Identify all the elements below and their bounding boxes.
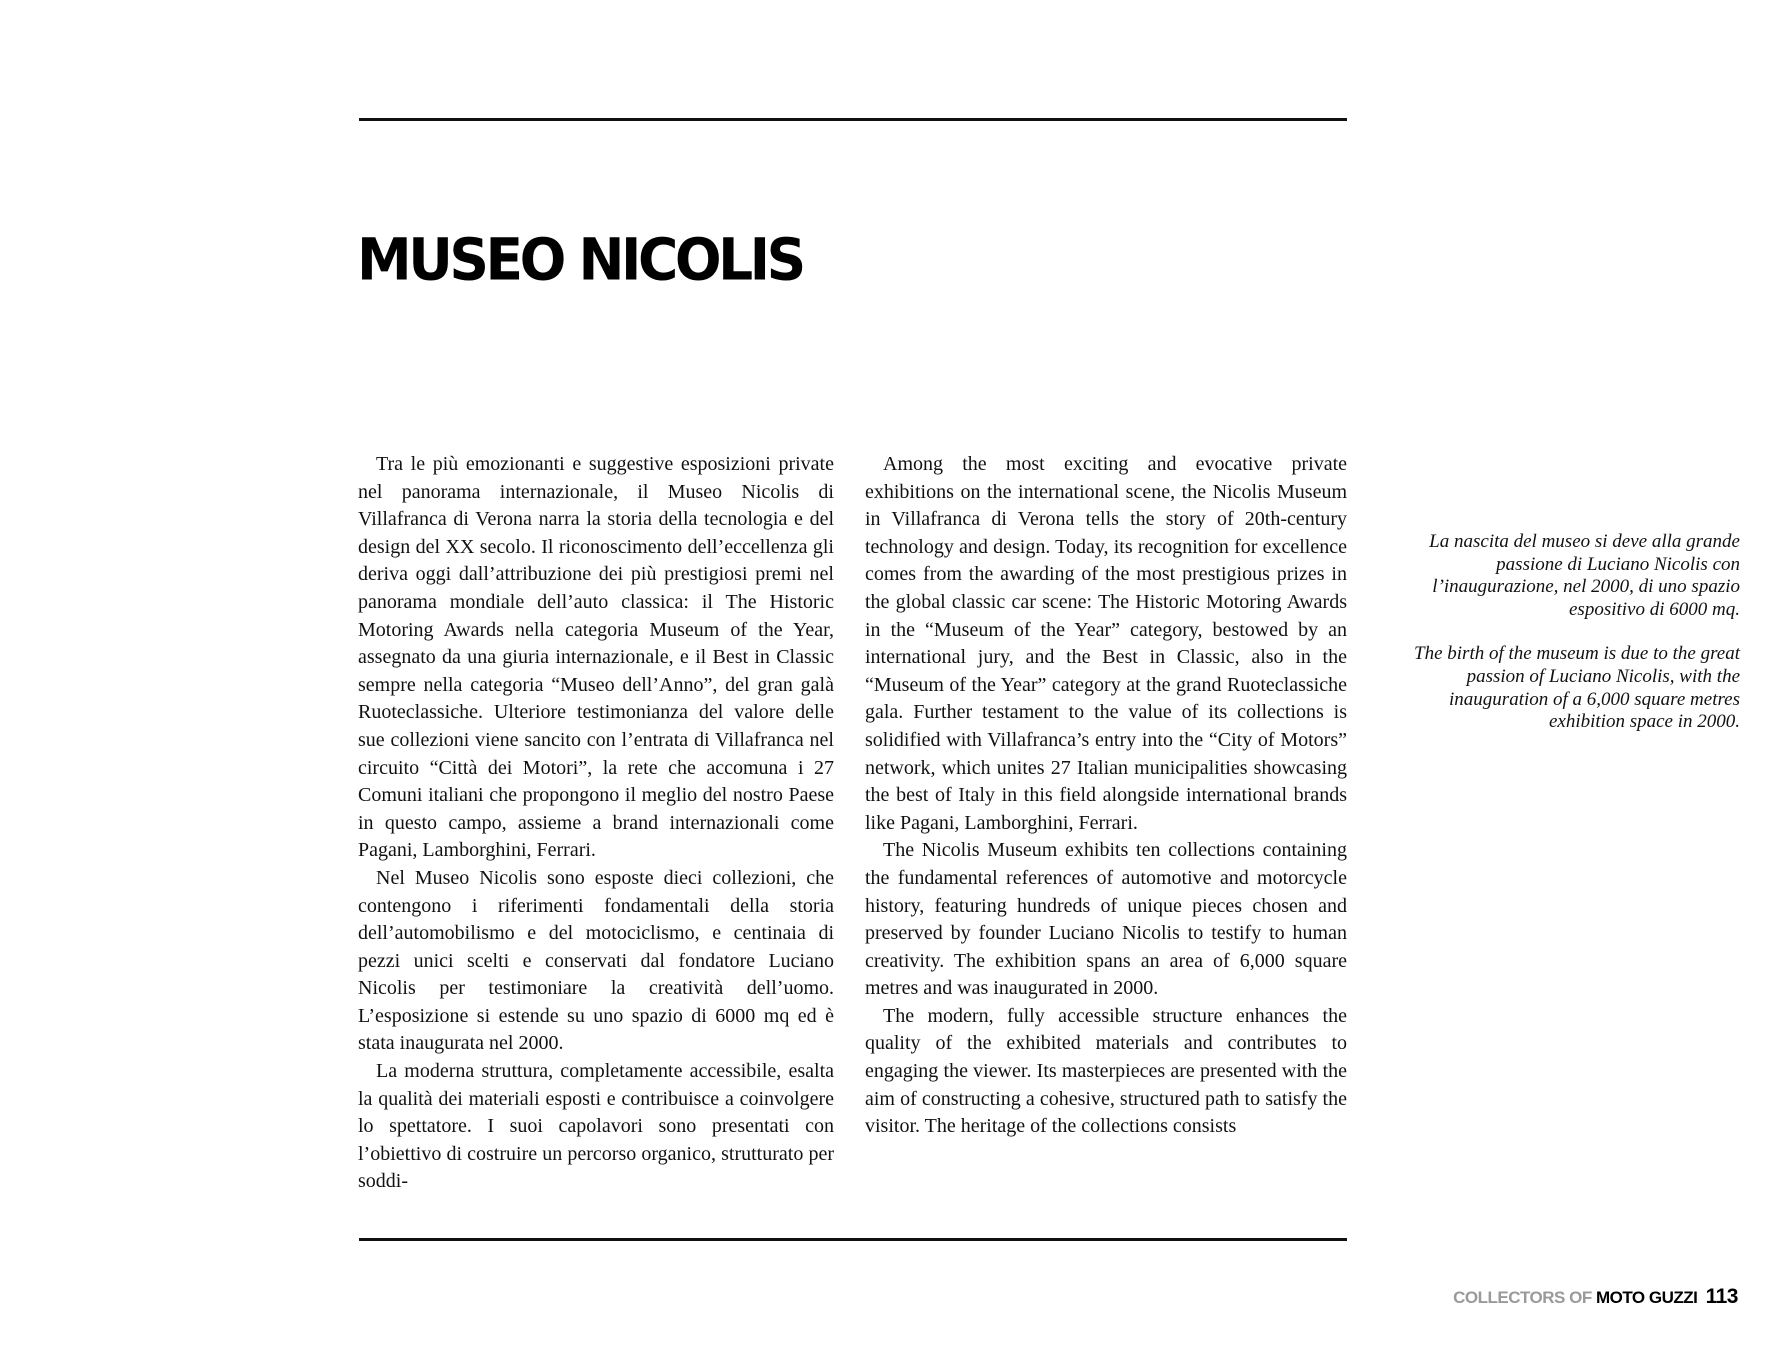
italian-paragraph: La moderna struttura, completamente accessibile, esalta la qualità dei materiali esposti e contribuisce a coinvolgere lo spettatore. I suoi capolavori sono presentati con l’obiettivo di costruire un percorso organico, strutturato per soddi- — [358, 1060, 834, 1193]
sidebar-caption — [1410, 531, 1740, 756]
english-paragraph: Among the most exciting and evocative private exhibitions on the international scene, the Nicolis Museum in Villafranca di Verona tells the story of 20th-century technology and design. Today, its recognition for excellence comes from the awarding of the most prestigious prizes in the global classic car scene: The Historic Motoring Awards in the “Museum of the Year” category, bestowed by an international jury, and the Best in Classic, also in the “Museum of the Year” category at the grand Ruoteclassiche gala. Further testament to the value of its collections is solidified with Villafranca’s entry into the “City of Motors” network, which unites 27 Italian municipalities showcasing the best of Italy in this field alongside international brands like Pagani, Lamborghini, Ferrari. — [865, 453, 1347, 834]
italian-caption: La nascita del museo si deve alla grande passione di Luciano Nicolis con l’inaugurazione, nel 2000, di uno spazio espositivo di 6000 mq. — [1429, 531, 1740, 620]
page-footer — [1453, 1285, 1738, 1309]
footer-prefix: COLLECTORS OF — [1453, 1288, 1592, 1307]
english-column — [865, 451, 1347, 1141]
page-title: MUSEO NICOLIS — [357, 226, 803, 294]
italian-column — [358, 451, 834, 1196]
italian-paragraph: Nel Museo Nicolis sono esposte dieci collezioni, che contengono i riferimenti fondamentali della storia dell’automobilismo e del motociclismo, e centinaia di pezzi unici scelti e conservati dal fondatore Luciano Nicolis per testimoniare la creatività dell’uomo. L’esposizione si estende su uno spazio di 6000 mq ed è stata inaugurata nel 2000. — [358, 866, 834, 1055]
italian-paragraph: Tra le più emozionanti e suggestive esposizioni private nel panorama internazionale, il Museo Nicolis di Villafranca di Verona narra la storia della tecnologia e del design del XX secolo. Il riconoscimento dell’eccellenza gli deriva oggi dall’attribuzione dei più prestigiosi premi nel panorama mondiale dell’auto classica: il The Historic Motoring Awards nella categoria Museum of the Year, assegnato da una giuria internazionale, e il Best in Classic sempre nella categoria “Museo dell’Anno”, del gran galà Ruoteclassiche. Ulteriore testimonianza del valore delle sue collezioni viene sancito con l’entrata di Villafranca nel circuito “Città dei Motori”, la rete che accomuna i 27 Comuni italiani che propongono il meglio del nostro Paese in questo campo, assieme a brand internazionali come Pagani, Lamborghini, Ferrari. — [358, 453, 834, 862]
english-caption: The birth of the museum is due to the great passion of Luciano Nicolis, with the inauguration of a 6,000 square metres exhibition space in 2000. — [1414, 643, 1740, 733]
english-paragraph: The Nicolis Museum exhibits ten collections containing the fundamental references of automotive and motorcycle history, featuring hundreds of unique pieces chosen and preserved by founder Luciano Nicolis to testify to human creativity. The exhibition spans an area of 6,000 square metres and was inaugurated in 2000. — [865, 839, 1347, 1000]
bottom-rule — [359, 1238, 1347, 1241]
english-paragraph: The modern, fully accessible structure enhances the quality of the exhibited materials and contributes to engaging the viewer. Its masterpieces are presented with the aim of constructing a cohesive, structured path to satisfy the visitor. The heritage of the collections consists — [865, 1004, 1347, 1138]
footer-brand: MOTO GUZZI — [1595, 1288, 1698, 1307]
page-number: 113 — [1705, 1285, 1738, 1308]
top-rule — [359, 118, 1347, 121]
